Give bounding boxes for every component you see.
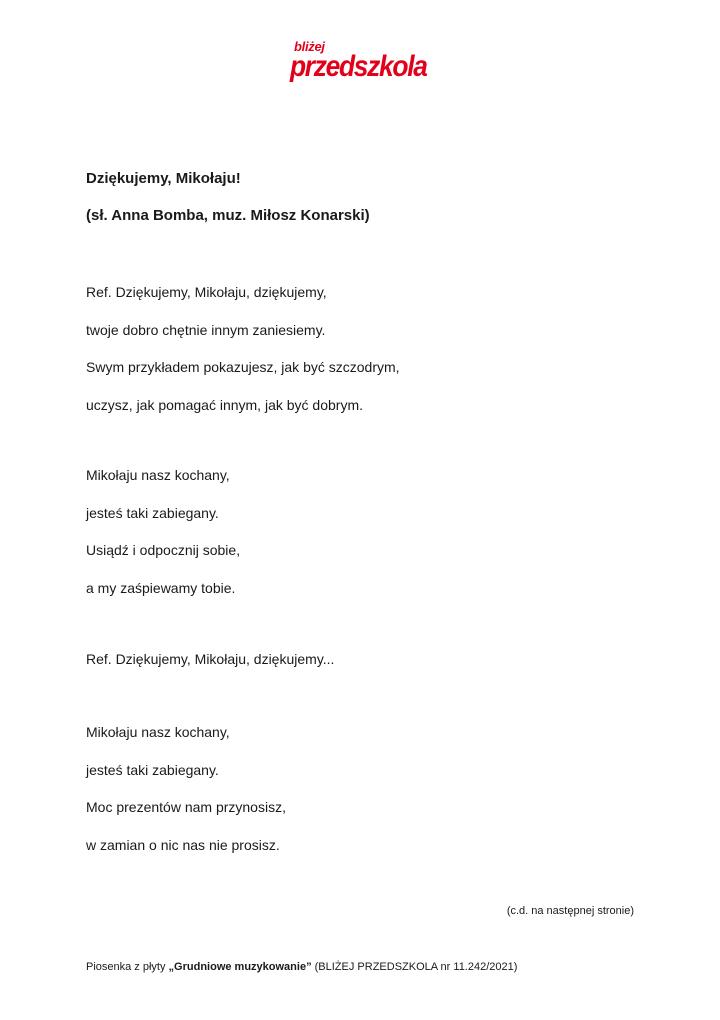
lyric-line: Ref. Dziękujemy, Mikołaju, dziękujemy... xyxy=(86,651,335,667)
lyric-line: Swym przykładem pokazujesz, jak być szczodrym, xyxy=(86,359,400,375)
stanza-refrain-repeat xyxy=(86,649,334,687)
lyric-line: Usiądź i odpocznij sobie, xyxy=(86,542,241,558)
stanza-verse-2 xyxy=(86,722,286,872)
footer-note xyxy=(86,961,517,973)
lyric-line: Moc prezentów nam przynosisz, xyxy=(86,799,286,815)
lyric-line: Mikołaju nasz kochany, xyxy=(86,467,230,483)
lyric-line: jesteś taki zabiegany. xyxy=(86,504,219,521)
stanza-verse-1 xyxy=(86,465,240,615)
lyric-line: Ref. Dziękujemy, Mikołaju, dziękujemy, xyxy=(86,284,327,300)
footer-suffix: (BLIŻEJ PRZEDSZKOLA nr 11.242/2021) xyxy=(311,961,518,973)
lyric-line: a my zaśpiewamy tobie. xyxy=(86,579,236,596)
lyric-line: jesteś taki zabiegany. xyxy=(86,761,219,778)
logo-small-text: bliżej xyxy=(294,39,325,54)
song-credits: (sł. Anna Bomba, muz. Miłosz Konarski) xyxy=(86,207,370,224)
stanza-refrain xyxy=(86,282,400,432)
lyric-line: Mikołaju nasz kochany, xyxy=(86,724,230,740)
footer-album: „Grudniowe muzykowanie” xyxy=(168,961,312,973)
lyric-line: uczysz, jak pomagać innym, jak być dobrym. xyxy=(86,396,363,413)
song-title: Dziękujemy, Mikołaju! xyxy=(86,170,241,187)
logo xyxy=(290,40,435,86)
logo-big-text: przedszkola xyxy=(290,50,427,83)
footer-prefix: Piosenka z płyty xyxy=(86,961,169,973)
lyric-line: w zamian o nic nas nie prosisz. xyxy=(86,836,280,853)
continuation-note: (c.d. na następnej stronie) xyxy=(506,905,634,917)
lyric-line: twoje dobro chętnie innym zaniesiemy. xyxy=(86,321,326,338)
